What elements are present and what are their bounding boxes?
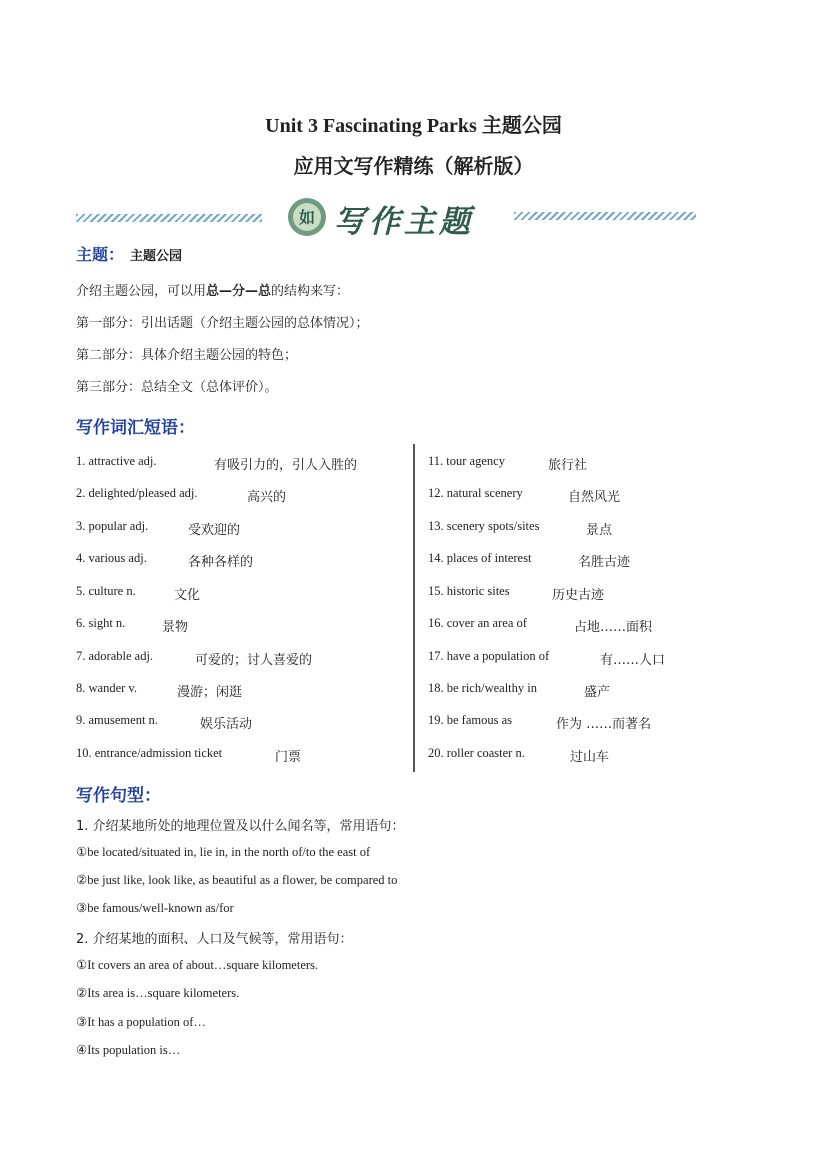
pattern-line: 1. 介绍某地所处的地理位置及以什么闻名等，常用语句： [76,819,405,834]
intro-structure: 总—分—总 [206,284,272,299]
vocab-item: 6. sight n. 景物 [76,616,189,635]
topic-part-3: 第三部分：总结全文（总体评价）。 [76,380,278,395]
vocab-item: 14. places of interest 名胜古迹 [428,551,631,570]
vocab-item: 10. entrance/admission ticket 门票 [76,746,302,765]
vocab-item: 15. historic sites 历史古迹 [428,584,605,603]
writing-badge-icon [286,196,328,238]
vocab-item: 18. be rich/wealthy in 盛产 [428,681,611,700]
topic-intro [76,280,349,299]
banner-stripe-right [514,212,696,220]
vocab-item: 17. have a population of 有……人口 [428,649,666,668]
badge-glyph: 如 [298,208,316,227]
topic-heading [76,242,182,265]
pattern-line: ②be just like, look like, as beautiful as a flower, be compared to [76,873,398,887]
pattern-line: ②Its area is…square kilometers. [76,986,240,1000]
pattern-line: ④Its population is… [76,1043,181,1057]
vocab-item: 19. be famous as 作为 ……而著名 [428,713,652,732]
vocab-item: 2. delighted/pleased adj. 高兴的 [76,486,287,505]
pattern-line: ③It has a population of… [76,1015,206,1029]
pattern-line: ③be famous/well-known as/for [76,901,234,915]
vocab-item: 7. adorable adj. 可爱的；讨人喜爱的 [76,649,313,668]
patterns-heading: 写作句型： [76,786,161,806]
vocab-item: 9. amusement n. 娱乐活动 [76,713,253,732]
vocab-heading: 写作词汇短语： [76,418,195,438]
topic-part-1: 第一部分：引出话题（介绍主题公园的总体情况）； [76,316,369,331]
vocab-item: 16. cover an area of 占地……面积 [428,616,653,635]
vocab-item: 20. roller coaster n. 过山车 [428,746,610,765]
intro-text-a: 介绍主题公园，可以用 [76,284,207,299]
vocab-item: 1. attractive adj. 有吸引力的，引人入胜的 [76,454,358,473]
banner-stripe-left [76,214,262,222]
vocab-item: 8. wander v. 漫游；闲逛 [76,681,243,700]
topic-value: 主题公园 [130,249,183,264]
vocab-item: 12. natural scenery 自然风光 [428,486,621,505]
pattern-line: ①be located/situated in, lie in, in the north of/to the east of [76,845,371,859]
vocab-table [76,444,716,774]
vocab-item: 3. popular adj. 受欢迎的 [76,519,241,538]
topic-part-2: 第二部分：具体介绍主题公园的特色； [76,348,298,363]
banner-title: 写作主题 [334,204,474,240]
section-banner [76,190,696,246]
vocab-item: 11. tour agency 旅行社 [428,454,588,473]
document-subtitle: 应用文写作精练（解析版） [293,156,534,178]
vocab-item: 4. various adj. 各种各样的 [76,551,254,570]
pattern-line: ①It covers an area of about…square kilometers. [76,958,319,972]
intro-text-b: 的结构来写： [271,284,350,299]
vocab-item: 13. scenery spots/sites 景点 [428,519,613,538]
pattern-line: 2. 介绍某地的面积、人口及气候等，常用语句： [76,932,353,947]
document-title: Unit 3 Fascinating Parks 主题公园 [265,115,562,137]
topic-label: 主题： [76,245,125,264]
vocab-item: 5. culture n. 文化 [76,584,201,603]
vocab-divider [413,444,415,772]
